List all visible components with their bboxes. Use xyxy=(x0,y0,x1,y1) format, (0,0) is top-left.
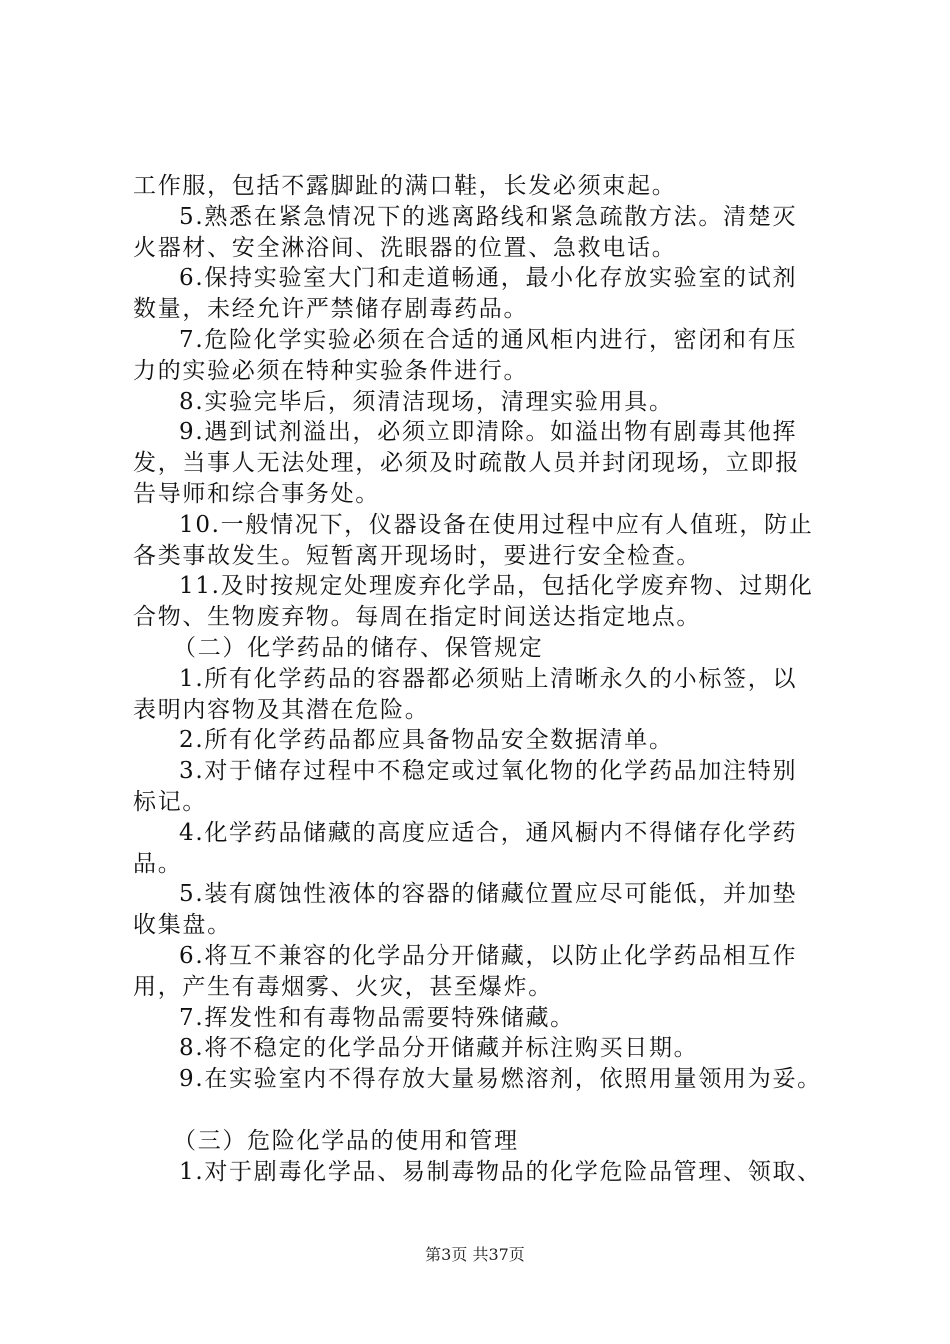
body-line: 用，产生有毒烟雾、火灾，甚至爆炸。 xyxy=(133,973,553,1000)
section-heading-2: （二）化学药品的储存、保管规定 xyxy=(173,634,544,661)
rule-item-6: 6.保持实验室大门和走道畅通，最小化存放实验室的试剂 xyxy=(179,265,798,292)
body-line: 合物、生物废弃物。每周在指定时间送达指定地点。 xyxy=(133,604,702,631)
section-heading-3: （三）危险化学品的使用和管理 xyxy=(173,1127,519,1154)
hazard-item-1: 1.对于剧毒化学品、易制毒物品的化学危险品管理、领取、 xyxy=(179,1158,822,1185)
rule-item-11: 11.及时按规定处理废弃化学品，包括化学废弃物、过期化 xyxy=(179,573,814,600)
rule-item-8: 8.实验完毕后，须清洁现场，清理实验用具。 xyxy=(179,388,674,415)
body-line: 表明内容物及其潜在危险。 xyxy=(133,696,430,723)
storage-item-2: 2.所有化学药品都应具备物品安全数据清单。 xyxy=(179,727,674,754)
rule-item-5: 5.熟悉在紧急情况下的逃离路线和紧急疏散方法。清楚灭 xyxy=(179,203,798,230)
body-line: 各类事故发生。短暂离开现场时，要进行安全检查。 xyxy=(133,542,702,569)
body-line: 力的实验必须在特种实验条件进行。 xyxy=(133,357,529,384)
body-line: 数量，未经允许严禁储存剧毒药品。 xyxy=(133,296,529,323)
body-line: 告导师和综合事务处。 xyxy=(133,480,380,507)
rule-item-7: 7.危险化学实验必须在合适的通风柜内进行，密闭和有压 xyxy=(179,326,798,353)
body-line: 品。 xyxy=(133,850,183,877)
storage-item-9: 9.在实验室内不得存放大量易燃溶剂，依照用量领用为妥。 xyxy=(179,1066,822,1093)
rule-item-9: 9.遇到试剂溢出，必须立即清除。如溢出物有剧毒其他挥 xyxy=(179,419,798,446)
page-footer: 第3页 共37页 xyxy=(425,1245,525,1264)
body-line: 工作服，包括不露脚趾的满口鞋，长发必须束起。 xyxy=(133,173,677,199)
storage-item-5: 5.装有腐蚀性液体的容器的储藏位置应尽可能低，并加垫 xyxy=(179,881,798,908)
storage-item-7: 7.挥发性和有毒物品需要特殊储藏。 xyxy=(179,1004,575,1031)
paragraph-gap xyxy=(133,1095,853,1126)
storage-item-6: 6.将互不兼容的化学品分开储藏，以防止化学药品相互作 xyxy=(179,942,798,969)
rule-item-10: 10.一般情况下，仪器设备在使用过程中应有人值班，防止 xyxy=(179,511,814,538)
body-line: 收集盘。 xyxy=(133,912,232,939)
body-line: 发，当事人无法处理，必须及时疏散人员并封闭现场，立即报 xyxy=(133,450,800,477)
body-line: 标记。 xyxy=(133,788,208,815)
document-body xyxy=(133,171,853,1187)
body-line: 火器材、安全淋浴间、洗眼器的位置、急救电话。 xyxy=(133,234,677,261)
storage-item-3: 3.对于储存过程中不稳定或过氧化物的化学药品加注特别 xyxy=(179,758,798,785)
storage-item-1: 1.所有化学药品的容器都必须贴上清晰永久的小标签，以 xyxy=(179,665,798,692)
storage-item-4: 4.化学药品储藏的高度应适合，通风橱内不得储存化学药 xyxy=(179,819,798,846)
storage-item-8: 8.将不稳定的化学品分开储藏并标注购买日期。 xyxy=(179,1035,699,1062)
